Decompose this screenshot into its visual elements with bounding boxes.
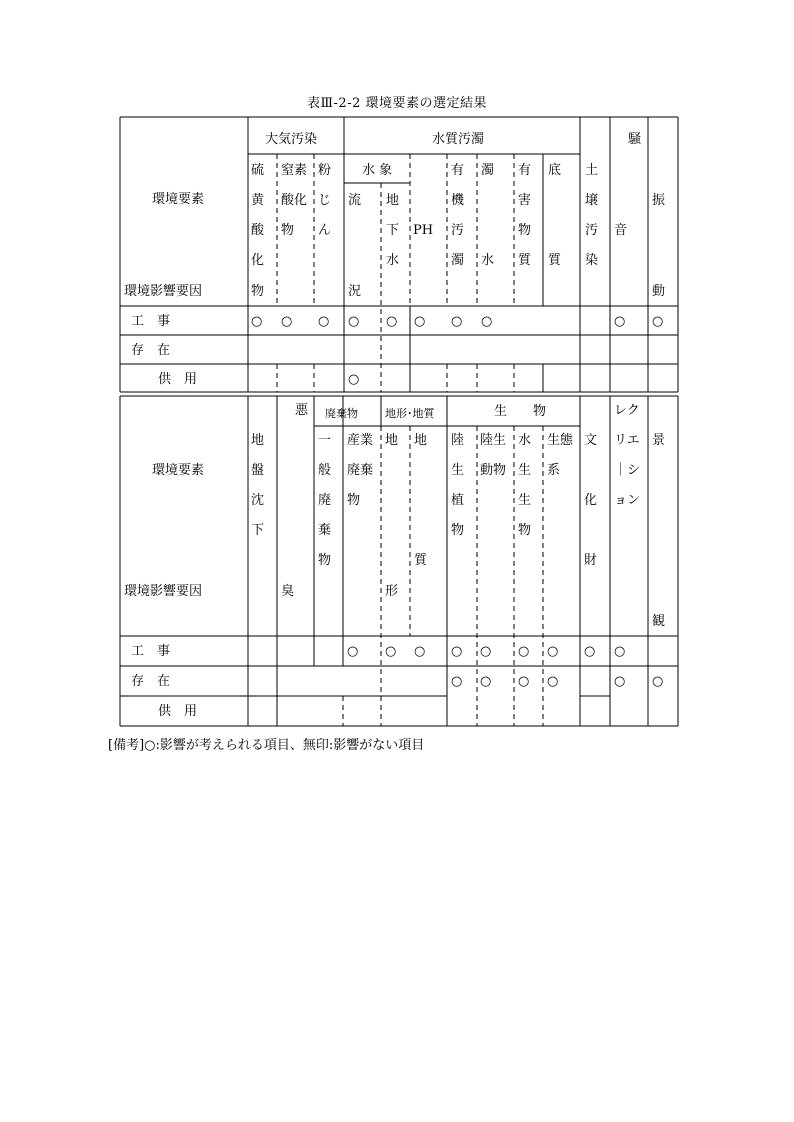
t1-mark: ○ — [481, 314, 493, 329]
t1-mark: ○ — [348, 372, 360, 387]
t1-col-hazardous: 有 — [518, 163, 532, 178]
t1-mark: ○ — [414, 314, 426, 329]
t1-mark: ○ — [348, 314, 360, 329]
t2-col-odor: 悪 — [295, 403, 309, 418]
t1-col-sox: 物 — [251, 284, 265, 299]
t2-col-general-waste: 一 — [318, 433, 332, 448]
t2-header-env-elements: 環境要素 — [152, 463, 205, 478]
t2-col-industrial-waste: 廃棄 — [347, 463, 374, 478]
t2-mark: ○ — [584, 644, 596, 659]
t2-mark: ○ — [518, 644, 530, 659]
t2-col-recreation: リエ — [614, 433, 640, 448]
t1-col-soil: 壌 — [585, 193, 599, 208]
t1-col-dust: 粉 — [318, 163, 332, 178]
t2-col-odor: 臭 — [281, 584, 295, 599]
t2-col-recreation: ｜シ — [614, 463, 641, 478]
t2-col-industrial-waste: 物 — [347, 493, 361, 508]
t1-col-soil: 土 — [585, 163, 599, 178]
t1-col-dust: じ — [318, 193, 332, 208]
t1-mark: ○ — [652, 314, 664, 329]
t2-mark: ○ — [547, 644, 559, 659]
t2-col-cultural: 財 — [584, 553, 598, 568]
t1-mark: ○ — [251, 314, 263, 329]
t1-col-flow: 流 — [348, 193, 362, 208]
t2-mark: ○ — [347, 644, 359, 659]
t1-col-soil: 染 — [585, 253, 599, 268]
t2-col-subsidence: 盤 — [251, 463, 265, 478]
t2-col-landscape: 観 — [652, 614, 666, 629]
t2-group-topography: 地形･地質 — [385, 407, 435, 420]
t1-col-sediment: 底 — [548, 163, 562, 178]
t2-col-terrestrial-animals: 陸生 — [480, 433, 507, 448]
t2-col-ecosystem: 系 — [547, 463, 561, 478]
t2-col-ecosystem: 生態 — [547, 433, 574, 448]
t2-col-industrial-waste: 産業 — [347, 433, 374, 448]
t2-col-terrestrial-plants: 植 — [451, 493, 465, 508]
t2-mark: ○ — [547, 674, 559, 689]
t2-col-aquatic: 水 — [518, 433, 532, 448]
t2-row-existence: 存 在 — [131, 674, 171, 689]
t2-col-recreation: レク — [614, 403, 640, 418]
t1-subgroup-hydrology: 水 象 — [362, 163, 393, 178]
t2-col-terrestrial-plants: 物 — [451, 523, 465, 538]
t2-col-recreation: ョン — [614, 493, 641, 508]
t1-col-organic: 有 — [451, 163, 465, 178]
t1-col-hazardous: 害 — [518, 193, 532, 208]
t2-group-biology: 生 物 — [494, 404, 547, 419]
t1-header-impact-factors: 環境影響要因 — [124, 284, 203, 299]
t2-col-terrestrial-animals: 動物 — [480, 463, 507, 478]
t1-col-groundwater: 下 — [386, 223, 400, 238]
t2-col-general-waste: 棄 — [318, 523, 332, 538]
t1-col-nox: 物 — [281, 223, 295, 238]
t2-col-general-waste: 廃 — [318, 493, 332, 508]
t2-row-operation: 供 用 — [158, 704, 198, 719]
t1-col-flow: 況 — [348, 284, 362, 299]
t2-mark: ○ — [480, 644, 492, 659]
t2-mark: ○ — [385, 644, 397, 659]
t2-col-cultural: 文 — [584, 433, 598, 448]
t2-col-geology: 質 — [414, 553, 428, 568]
t1-col-dust: ん — [318, 223, 332, 238]
t1-col-vibration: 動 — [652, 284, 666, 299]
t1-col-organic: 機 — [451, 193, 465, 208]
t2-mark: ○ — [480, 674, 492, 689]
t1-col-hazardous: 質 — [518, 253, 532, 268]
t1-col-soil: 汚 — [585, 223, 599, 238]
t1-col-groundwater: 地 — [386, 193, 400, 208]
t1-col-sox: 硫 — [251, 163, 265, 178]
t1-row-operation: 供 用 — [158, 372, 198, 387]
t1-row-existence: 存 在 — [131, 343, 171, 358]
t2-mark: ○ — [451, 674, 463, 689]
t2-header-impact-factors: 環境影響要因 — [124, 584, 203, 599]
t1-col-organic: 濁 — [451, 253, 465, 268]
t2-col-aquatic: 生 — [518, 463, 532, 478]
t2-mark: ○ — [652, 674, 664, 689]
t2-col-cultural: 化 — [584, 493, 598, 508]
t1-col-noise: 騒 — [628, 132, 642, 147]
t2-col-subsidence: 地 — [251, 433, 265, 448]
t2-col-geology: 地 — [414, 433, 428, 448]
t1-group-water-pollution: 水質汚濁 — [432, 132, 485, 147]
t1-col-hazardous: 物 — [518, 223, 532, 238]
t2-col-subsidence: 下 — [251, 523, 265, 538]
t2-col-aquatic: 生 — [518, 493, 532, 508]
t2-col-aquatic: 物 — [518, 523, 532, 538]
t2-col-landscape: 景 — [652, 433, 666, 448]
t1-col-sox: 酸 — [251, 223, 265, 238]
t1-col-groundwater: 水 — [386, 253, 400, 268]
table-caption: 表Ⅲ-2-2 環境要素の選定結果 — [307, 96, 487, 111]
t1-col-sox: 黄 — [251, 193, 265, 208]
t1-col-turbid: 水 — [481, 253, 495, 268]
t2-mark: ○ — [414, 644, 426, 659]
t2-col-landform: 形 — [385, 584, 399, 599]
t2-row-construction: 工 事 — [131, 644, 171, 659]
t2-col-landform: 地 — [385, 433, 399, 448]
t1-mark: ○ — [451, 314, 463, 329]
t1-col-sox: 化 — [251, 253, 265, 268]
t2-mark: ○ — [614, 674, 626, 689]
t2-mark: ○ — [518, 674, 530, 689]
t2-col-terrestrial-plants: 生 — [451, 463, 465, 478]
t1-mark: ○ — [281, 314, 293, 329]
footnote: [備考]○:影響が考えられる項目、無印:影響がない項目 — [108, 738, 425, 753]
t1-col-ph: PH — [413, 223, 434, 238]
t1-col-sediment: 質 — [548, 253, 562, 268]
t2-mark: ○ — [451, 644, 463, 659]
t1-mark: ○ — [386, 314, 398, 329]
t1-col-nox: 窒素 — [281, 163, 308, 178]
t2-col-terrestrial-plants: 陸 — [451, 433, 465, 448]
t1-mark: ○ — [614, 314, 626, 329]
t1-group-air-pollution: 大気汚染 — [265, 132, 318, 147]
t1-col-organic: 汚 — [451, 223, 465, 238]
t1-col-turbid: 濁 — [481, 163, 495, 178]
t1-col-nox: 酸化 — [281, 193, 308, 208]
t2-group-waste: 廃棄物 — [325, 407, 358, 420]
t1-header-env-elements: 環境要素 — [152, 192, 205, 207]
t1-row-construction: 工 事 — [131, 314, 171, 329]
t1-col-vibration: 振 — [652, 193, 666, 208]
t1-col-noise: 音 — [614, 223, 628, 238]
t2-col-general-waste: 物 — [318, 553, 332, 568]
t2-col-subsidence: 沈 — [251, 493, 265, 508]
t2-mark: ○ — [614, 644, 626, 659]
t1-mark: ○ — [318, 314, 330, 329]
t2-col-general-waste: 般 — [318, 463, 332, 478]
